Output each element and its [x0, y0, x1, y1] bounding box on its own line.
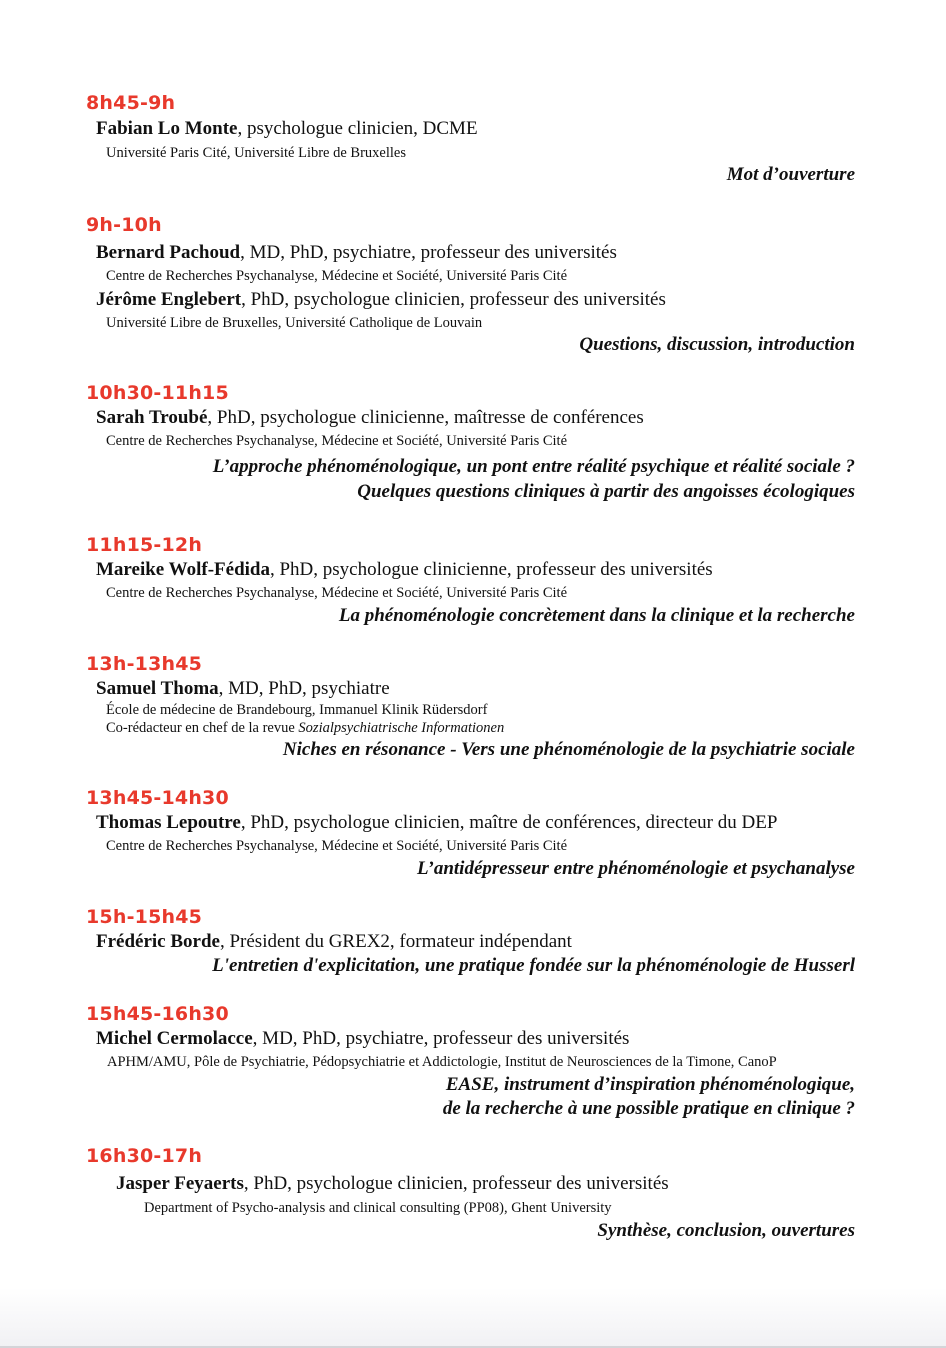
speaker-role: , PhD, psychologue clinicien, professeur des universités — [241, 289, 666, 310]
speaker-name: Bernard Pachoud — [96, 242, 241, 263]
talk-title: Questions, discussion, introduction — [579, 334, 855, 355]
session-time: 9h-10h — [86, 214, 162, 236]
talk-title: de la recherche à une possible pratique en clinique ? — [442, 1098, 855, 1119]
revue-name: Sozialpsychiatrische Informationen — [298, 720, 505, 736]
speaker-name: Thomas Lepoutre — [96, 812, 241, 833]
speaker-affiliation: Université Paris Cité, Université Libre de Bruxelles — [106, 145, 406, 161]
speaker-affiliation: École de médecine de Brandebourg, Immanuel Klinik Rüdersdorf — [106, 702, 488, 718]
speaker-name: Jasper Feyaerts — [116, 1173, 244, 1194]
affiliation-prefix: Co-rédacteur en chef de la revue — [106, 720, 299, 736]
talk-title: La phénoménologie concrètement dans la clinique et la recherche — [338, 605, 855, 626]
speaker-name: Jérôme Englebert — [96, 289, 242, 310]
speaker-line — [96, 932, 572, 951]
speaker-name: Fabian Lo Monte — [96, 118, 238, 139]
speaker-role: , MD, PhD, psychiatre — [218, 678, 390, 699]
speaker-role: , PhD, psychologue clinicien, maître de conférences, directeur du DEP — [240, 812, 778, 833]
speaker-role: , MD, PhD, psychiatre, professeur des universités — [240, 242, 617, 263]
speaker-line — [96, 290, 666, 309]
talk-title: Synthèse, conclusion, ouvertures — [597, 1220, 855, 1241]
speaker-line — [96, 679, 390, 698]
speaker-role: , psychologue clinicien, DCME — [237, 118, 478, 139]
speaker-line — [96, 560, 713, 579]
talk-title: L’antidépresseur entre phénoménologie et psychanalyse — [416, 858, 855, 879]
speaker-role: , PhD, psychologue clinicienne, maîtresse de conférences — [207, 407, 644, 428]
speaker-affiliation: Centre de Recherches Psychanalyse, Médecine et Société, Université Paris Cité — [106, 585, 568, 601]
speaker-affiliation: Centre de Recherches Psychanalyse, Médecine et Société, Université Paris Cité — [106, 268, 568, 284]
speaker-affiliation: Centre de Recherches Psychanalyse, Médecine et Société, Université Paris Cité — [106, 838, 568, 854]
talk-title: L’approche phénoménologique, un pont entre réalité psychique et réalité sociale ? — [212, 456, 855, 477]
session-time: 10h30-11h15 — [86, 382, 229, 404]
speaker-name: Frédéric Borde — [96, 931, 220, 952]
speaker-affiliation: APHM/AMU, Pôle de Psychiatrie, Pédopsychiatrie et Addictologie, Institut de Neurosciences de la Timone, CanoP — [107, 1054, 777, 1070]
speaker-name: Michel Cermolacce — [96, 1028, 253, 1049]
session-time: 13h-13h45 — [86, 653, 203, 675]
speaker-line — [96, 243, 617, 262]
speaker-name: Mareike Wolf-Fédida — [96, 559, 270, 580]
speaker-role: , Président du GREX2, formateur indépendant — [219, 931, 572, 952]
talk-title: Niches en résonance - Vers une phénoménologie de la psychiatrie sociale — [282, 739, 855, 760]
session-time: 15h-15h45 — [86, 906, 203, 928]
speaker-role: , PhD, psychologue clinicienne, professeur des universités — [269, 559, 713, 580]
speaker-affiliation: Department of Psycho-analysis and clinical consulting (PP08), Ghent University — [144, 1200, 612, 1216]
session-time: 11h15-12h — [86, 534, 203, 556]
speaker-role: , PhD, psychologue clinicien, professeur des universités — [243, 1173, 669, 1194]
session-time: 16h30-17h — [86, 1145, 203, 1167]
speaker-role: , MD, PhD, psychiatre, professeur des universités — [252, 1028, 630, 1049]
session-time: 13h45-14h30 — [86, 787, 229, 809]
speaker-line — [96, 119, 478, 138]
speaker-line — [116, 1174, 669, 1193]
speaker-affiliation: Université Libre de Bruxelles, Université Catholique de Louvain — [106, 315, 483, 331]
session-time: 15h45-16h30 — [86, 1003, 229, 1025]
speaker-line — [96, 408, 644, 427]
speaker-name: Sarah Troubé — [96, 407, 208, 428]
speaker-line — [96, 1029, 629, 1048]
talk-title: EASE, instrument d’inspiration phénoménologique, — [445, 1074, 855, 1095]
talk-title: Mot d’ouverture — [726, 164, 855, 185]
talk-title: Quelques questions cliniques à partir des angoisses écologiques — [357, 481, 855, 502]
speaker-name: Samuel Thoma — [96, 678, 219, 699]
page-bottom-edge — [0, 1288, 946, 1348]
speaker-affiliation-2 — [106, 721, 504, 736]
speaker-line — [96, 813, 777, 832]
session-time: 8h45-9h — [86, 92, 176, 114]
speaker-affiliation: Centre de Recherches Psychanalyse, Médecine et Société, Université Paris Cité — [106, 433, 568, 449]
talk-title: L'entretien d'explicitation, une pratique fondée sur la phénoménologie de Husserl — [212, 955, 855, 976]
